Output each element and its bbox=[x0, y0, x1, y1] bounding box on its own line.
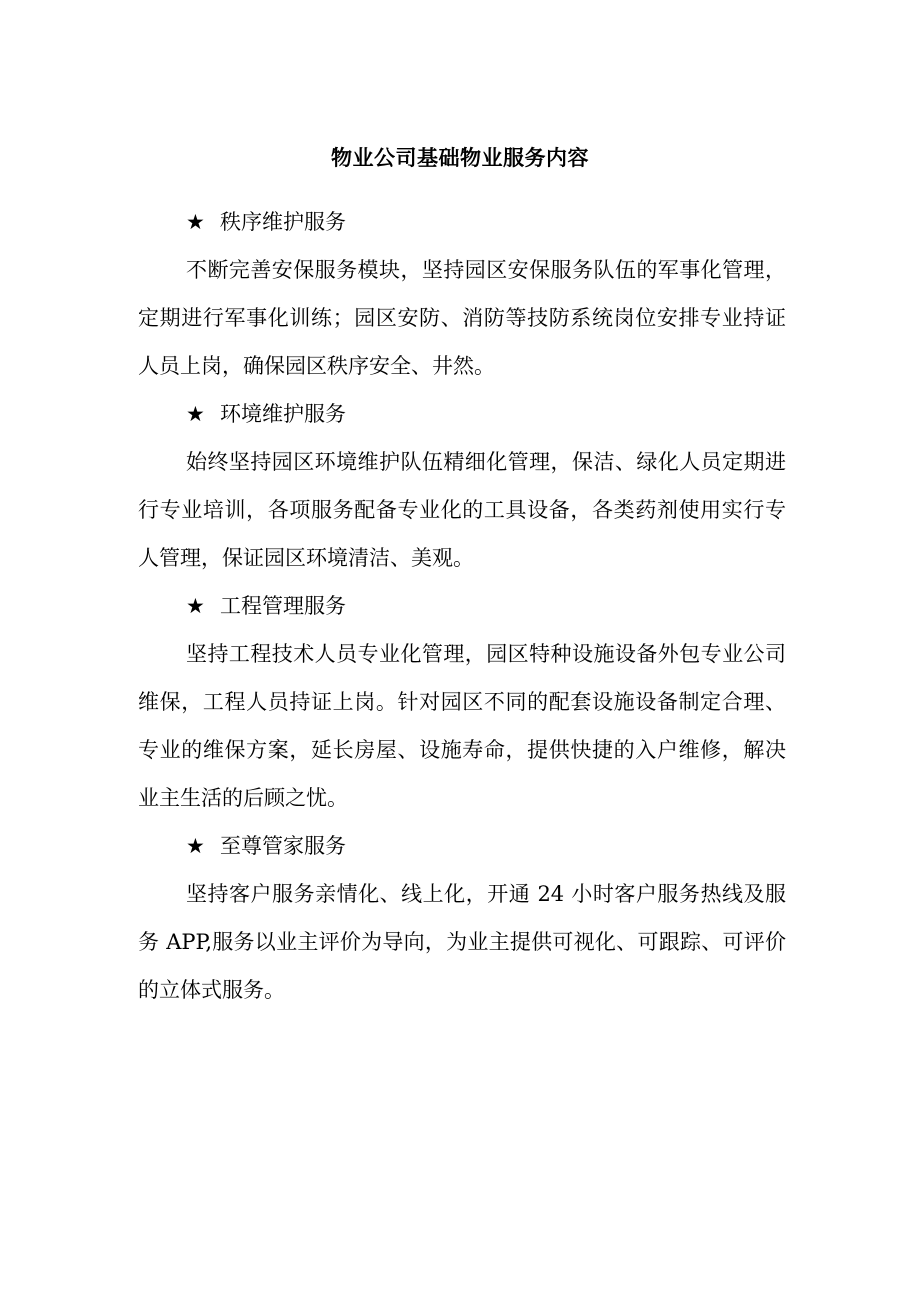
section-heading-engineering bbox=[138, 582, 786, 630]
star-icon: ★ bbox=[186, 210, 205, 234]
section-paragraph-engineering: 坚持工程技术人员专业化管理，园区特种设施设备外包专业公司维保，工程人员持证上岗。针对园区不同的配套设施设备制定合理、专业的维保方案，延长房屋、设施寿命，提供快捷的入户维修，解决业主生活的后顾之忧。 bbox=[138, 642, 786, 810]
section-heading-text: 至尊管家服务 bbox=[220, 834, 346, 858]
section-heading-butler bbox=[138, 822, 786, 870]
star-icon: ★ bbox=[186, 594, 205, 618]
section-paragraph-butler: 坚持客户服务亲情化、线上化，开通 24 小时客户服务热线及服务 APP,服务以业主评价为导向，为业主提供可视化、可跟踪、可评价的立体式服务。 bbox=[138, 882, 786, 1002]
section-paragraph-order: 不断完善安保服务模块，坚持园区安保服务队伍的军事化管理，定期进行军事化训练；园区安防、消防等技防系统岗位安排专业持证人员上岗，确保园区秩序安全、井然。 bbox=[138, 258, 786, 378]
section-heading-order bbox=[138, 198, 786, 246]
section-heading-text: 工程管理服务 bbox=[220, 594, 346, 618]
section-heading-text: 环境维护服务 bbox=[220, 402, 346, 426]
star-icon: ★ bbox=[186, 834, 205, 858]
star-icon: ★ bbox=[186, 402, 205, 426]
section-heading-text: 秩序维护服务 bbox=[220, 210, 346, 234]
document-body bbox=[138, 198, 786, 1014]
section-paragraph-environment: 始终坚持园区环境维护队伍精细化管理，保洁、绿化人员定期进行专业培训，各项服务配备专业化的工具设备，各类药剂使用实行专人管理，保证园区环境清洁、美观。 bbox=[138, 450, 786, 570]
document-title: 物业公司基础物业服务内容 bbox=[331, 146, 589, 170]
section-heading-environment bbox=[138, 390, 786, 438]
